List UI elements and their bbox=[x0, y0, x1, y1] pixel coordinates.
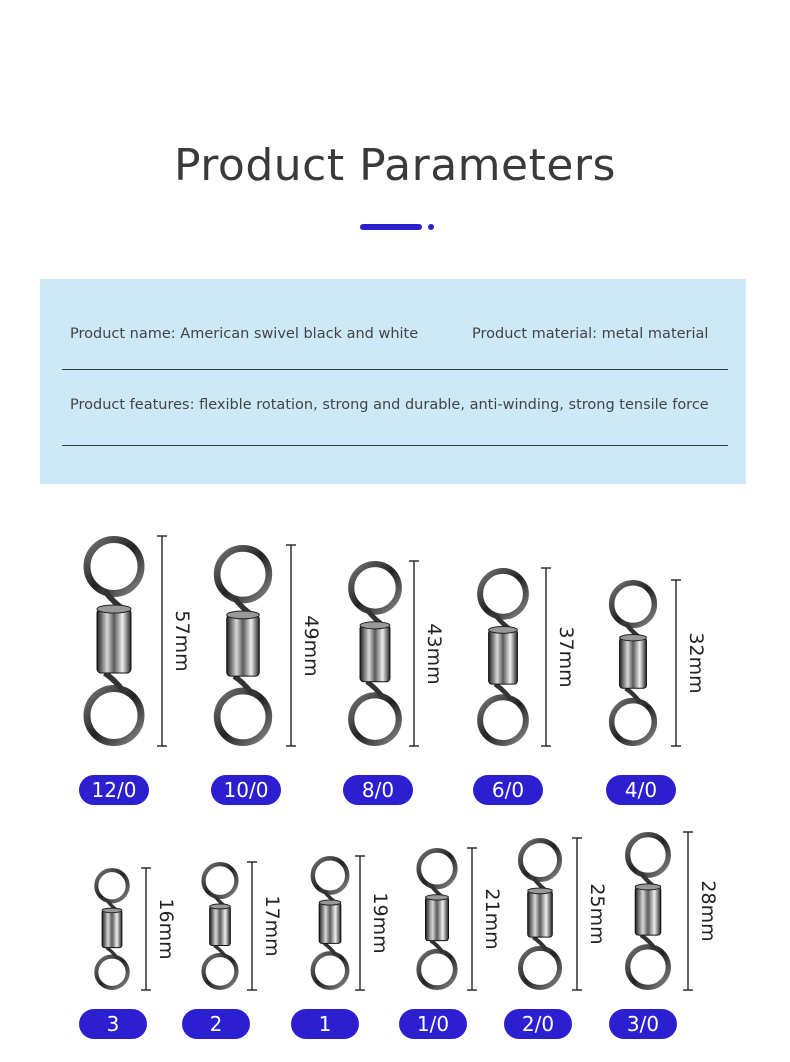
dimension-label: 19mm bbox=[369, 892, 391, 954]
size-badge: 4/0 bbox=[606, 775, 676, 805]
size-badge: 3 bbox=[79, 1009, 147, 1039]
swivel-bottom-ring bbox=[520, 948, 559, 987]
product-features-text: Product features: flexible rotation, strong and durable, anti-winding, strong tensile force bbox=[70, 397, 709, 413]
dimension-label: 25mm bbox=[586, 883, 608, 945]
swivel-barrel-cap bbox=[528, 888, 553, 894]
dimension-label: 32mm bbox=[685, 632, 707, 694]
swivel-top-ring bbox=[419, 850, 456, 887]
swivel-barrel bbox=[319, 903, 341, 944]
dimension-label: 21mm bbox=[481, 888, 503, 950]
size-badge: 1/0 bbox=[399, 1009, 467, 1039]
swivel-barrel bbox=[97, 609, 131, 673]
size-badge: 2 bbox=[182, 1009, 250, 1039]
swivel-barrel bbox=[227, 615, 260, 676]
swivel-top-ring bbox=[96, 870, 127, 901]
swivel-barrel bbox=[528, 891, 553, 937]
swivel-barrel bbox=[102, 910, 122, 947]
page-title: Product Parameters bbox=[174, 140, 616, 191]
swivel-bottom-ring bbox=[313, 953, 347, 987]
dimension-label: 37mm bbox=[555, 626, 577, 688]
swivel-barrel-cap bbox=[360, 622, 390, 629]
dimension-label: 43mm bbox=[423, 622, 445, 685]
size-badge: 2/0 bbox=[504, 1009, 572, 1039]
swivel-barrel bbox=[360, 625, 390, 681]
swivel-top-ring bbox=[217, 548, 269, 600]
swivel-bottom-ring bbox=[351, 695, 399, 743]
size-badge: 6/0 bbox=[473, 775, 543, 805]
swivel-barrel-cap bbox=[319, 900, 341, 905]
size-badge: 3/0 bbox=[609, 1009, 677, 1039]
swivel-barrel bbox=[210, 906, 231, 945]
size-badge: 10/0 bbox=[211, 775, 281, 805]
swivel-bottom-ring bbox=[204, 955, 237, 988]
swivel-barrel-cap bbox=[489, 626, 518, 633]
swivel-bottom-ring bbox=[480, 697, 526, 743]
swivel-top-ring bbox=[204, 864, 237, 897]
swivel-top-ring bbox=[313, 858, 347, 892]
dimension-label: 17mm bbox=[261, 895, 283, 957]
size-badge: 8/0 bbox=[343, 775, 413, 805]
swivel-bottom-ring bbox=[419, 951, 456, 988]
swivel-barrel-cap bbox=[210, 904, 231, 909]
swivel-bottom-ring bbox=[87, 689, 141, 743]
swivel-barrel-cap bbox=[635, 884, 661, 890]
swivel-barrel bbox=[489, 630, 518, 684]
swivel-top-ring bbox=[520, 841, 559, 880]
swivel-top-ring bbox=[612, 583, 655, 626]
swivel-top-ring bbox=[351, 564, 399, 612]
swivel-barrel-cap bbox=[620, 635, 647, 641]
swivel-barrel bbox=[620, 638, 647, 689]
product-name-text: Product name: American swivel black and white bbox=[70, 326, 419, 342]
size-badge: 12/0 bbox=[79, 775, 149, 805]
dimension-label: 49mm bbox=[300, 614, 322, 677]
swivel-barrel-cap bbox=[227, 611, 260, 619]
swivel-barrel-cap bbox=[426, 895, 449, 900]
swivel-barrel bbox=[426, 897, 449, 940]
dimension-label: 57mm bbox=[171, 610, 193, 672]
swivel-bottom-ring bbox=[612, 701, 655, 744]
swivel-bottom-ring bbox=[628, 947, 669, 988]
size-badge: 1 bbox=[291, 1009, 359, 1039]
product-material-text: Product material: metal material bbox=[472, 326, 709, 342]
swivel-top-ring bbox=[628, 835, 669, 876]
swivel-barrel-cap bbox=[97, 605, 131, 613]
swivel-top-ring bbox=[480, 571, 526, 617]
swivel-bottom-ring bbox=[217, 691, 269, 743]
dimension-label: 16mm bbox=[155, 898, 177, 960]
swivel-top-ring bbox=[87, 540, 141, 594]
swivel-barrel bbox=[635, 887, 661, 935]
swivel-barrel-cap bbox=[102, 908, 122, 913]
swivel-bottom-ring bbox=[96, 957, 127, 988]
dimension-label: 28mm bbox=[697, 880, 719, 942]
